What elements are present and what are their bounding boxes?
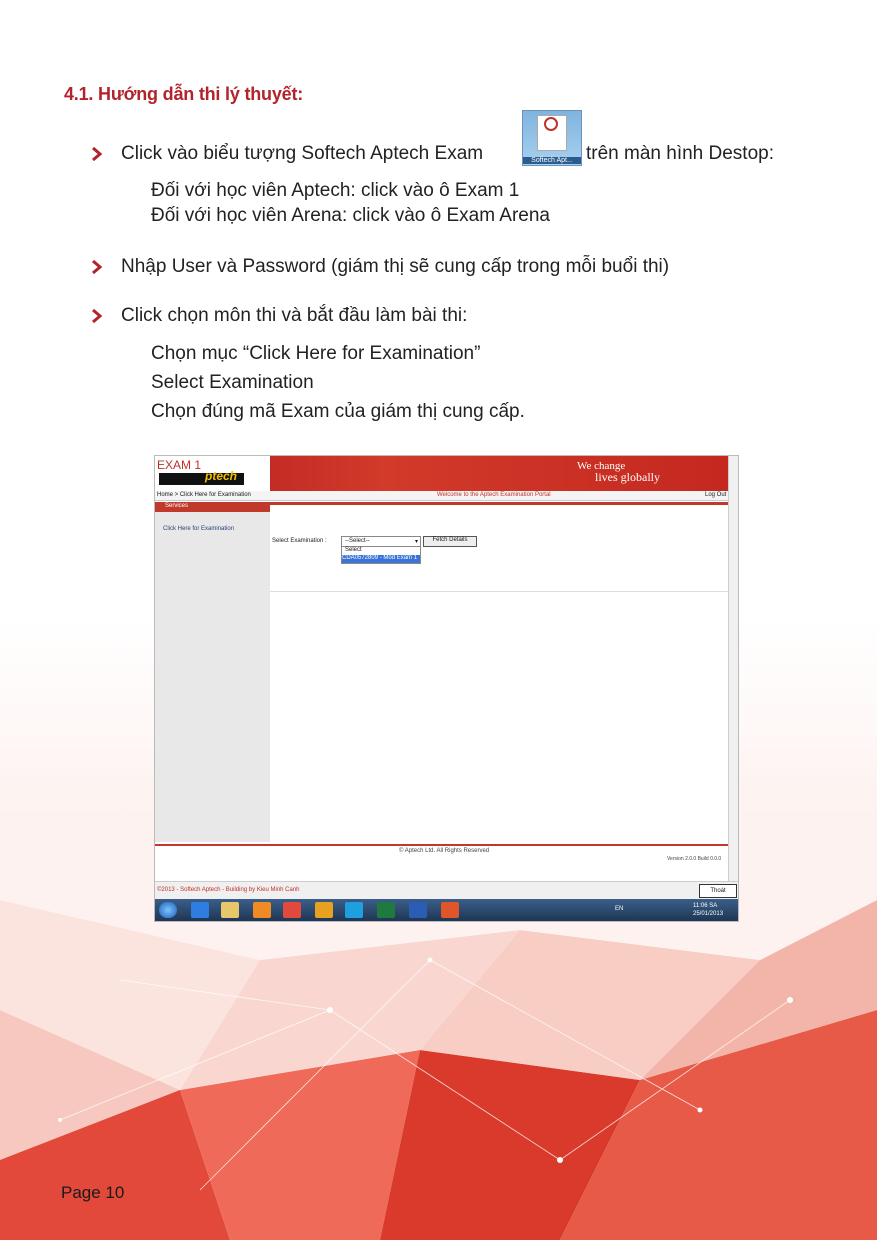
examination-select[interactable]: --Select-- ▾	[341, 536, 421, 547]
exam-logo	[155, 456, 270, 491]
step3-note: Chọn đúng mã Exam của giám thị cung cấp.	[151, 401, 525, 422]
portal-navbar	[155, 491, 728, 501]
dropdown-option[interactable]: Select	[345, 547, 362, 553]
exam-portal-screenshot	[154, 455, 739, 922]
aptech-logo-text: ptech	[205, 469, 238, 483]
status-bar	[155, 881, 738, 899]
desktop-icon-caption: Softech Apt...	[523, 157, 581, 164]
step1-text-after: trên màn hình Destop:	[586, 143, 774, 164]
dropdown-option-selected[interactable]: CDA0572809 - Mod Exam 1	[342, 555, 420, 563]
step2-text: Nhập User và Password (giám thị sẽ cung cấp trong mỗi buổi thi)	[121, 256, 670, 277]
ie-icon[interactable]	[191, 902, 209, 918]
language-indicator[interactable]: EN	[615, 906, 624, 912]
logout-link[interactable]: Log Out	[705, 492, 727, 498]
copyright: © Aptech Ltd. All Rights Reserved	[399, 848, 490, 854]
credit-text: ©2013 - Softech Aptech - Building by Kieu Minh Canh	[157, 887, 300, 893]
word-icon[interactable]	[409, 902, 427, 918]
skype-icon[interactable]	[345, 902, 363, 918]
chevron-right-icon	[90, 309, 104, 323]
folder-icon[interactable]	[221, 902, 239, 918]
step3-note: Chọn mục “Click Here for Examination”	[151, 343, 481, 364]
outlook-icon[interactable]	[315, 902, 333, 918]
step1-note: Đối với học viên Aptech: click vào ô Exam 1	[151, 180, 520, 201]
step3-note: Select Examination	[151, 372, 314, 393]
media-icon[interactable]	[253, 902, 271, 918]
scrollbar[interactable]	[728, 456, 739, 881]
step1-text: Click vào biểu tượng Softech Aptech Exam	[121, 143, 484, 164]
softech-aptech-exam-icon	[522, 110, 582, 166]
app-icon[interactable]	[441, 902, 459, 918]
click-here-examination-link[interactable]: Click Here for Examination	[163, 526, 235, 532]
welcome-text: Welcome to the Aptech Examination Portal	[437, 492, 551, 498]
exam-label: EXAM 1	[157, 458, 202, 472]
section-title: 4.1. Hướng dẫn thi lý thuyết:	[64, 84, 304, 104]
portal-sidebar	[155, 512, 270, 842]
portal-banner	[155, 456, 728, 491]
clock[interactable]: 11:06 SA 25/01/2013	[693, 903, 724, 917]
page-number: Page 10	[61, 1183, 125, 1202]
breadcrumb[interactable]: Home > Click Here for Examination	[157, 492, 251, 498]
step1-note: Đối với học viên Arena: click vào ô Exam Arena	[151, 205, 550, 226]
services-header: Services	[155, 502, 270, 512]
select-examination-label: Select Examination :	[272, 538, 327, 544]
start-icon[interactable]	[159, 902, 177, 918]
step3-text: Click chọn môn thi và bắt đầu làm bài thi:	[121, 305, 468, 326]
windows-taskbar	[155, 899, 738, 921]
examination-dropdown[interactable]	[341, 546, 421, 564]
chevron-right-icon	[90, 147, 104, 161]
slogan-line2: lives globally	[595, 470, 660, 484]
chrome-icon[interactable]	[283, 902, 301, 918]
version-text: Version 2.0.0 Build 0.0.0	[667, 856, 722, 862]
exit-button[interactable]: Thoát	[699, 884, 737, 898]
fetch-details-button[interactable]: Fetch Details	[423, 536, 477, 547]
slogan-line1: We change	[577, 460, 626, 472]
excel-icon[interactable]	[377, 902, 395, 918]
chevron-right-icon	[90, 260, 104, 274]
chevron-down-icon: ▾	[414, 539, 418, 545]
